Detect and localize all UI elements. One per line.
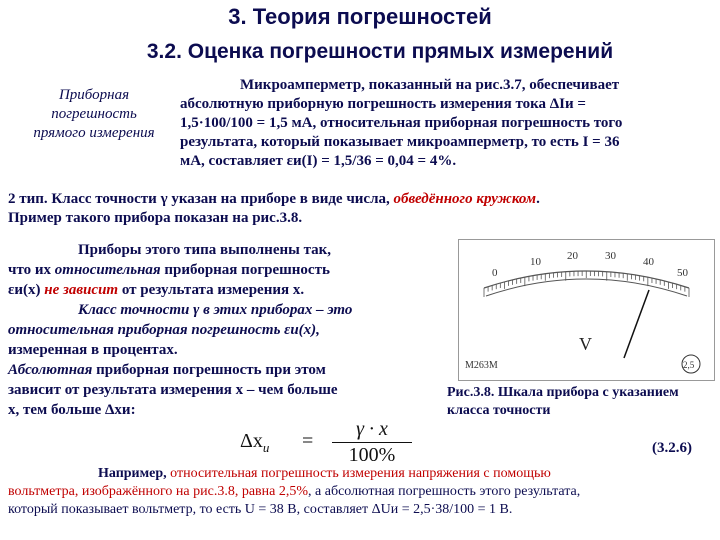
paragraph-line: абсолютную приборную погрешность измерения тока ΔIи = bbox=[180, 96, 586, 112]
text-run: εи(x) bbox=[8, 282, 45, 298]
tick-label: 30 bbox=[605, 250, 616, 262]
highlight-text: вольтметра, изображённого на рис.3.8, равна 2,5% bbox=[8, 484, 309, 499]
text-run: 2 тип. Класс точности γ указан на приборе в виде числа, bbox=[8, 191, 394, 207]
text-run: от результата измерения x. bbox=[118, 282, 305, 298]
equation-number: (3.2.6) bbox=[652, 440, 692, 456]
italic-text: относительная bbox=[54, 262, 161, 278]
formula-denominator: 100% bbox=[348, 444, 396, 466]
section-subtitle: 3.2. Оценка погрешности прямых измерений bbox=[146, 40, 614, 63]
paragraph-line bbox=[8, 320, 418, 340]
text-run: приборная погрешность bbox=[160, 262, 330, 278]
text-run: . bbox=[536, 191, 540, 207]
side-label bbox=[6, 86, 182, 143]
paragraph-line bbox=[8, 190, 713, 209]
text-run: Например, bbox=[98, 466, 171, 481]
voltmeter-scale-figure bbox=[458, 239, 715, 381]
microammeter-paragraph bbox=[180, 76, 710, 171]
figure-caption: Рис.3.8. Шкала прибора с указанием класса точности bbox=[447, 385, 679, 418]
page-title: 3. Теория погрешностей bbox=[228, 4, 492, 29]
paragraph-line bbox=[8, 300, 418, 320]
text-run: что их bbox=[8, 262, 55, 278]
paragraph-line bbox=[8, 483, 713, 501]
tick-label: 10 bbox=[530, 256, 541, 268]
type2-paragraph bbox=[8, 190, 713, 228]
paragraph-line: 1,5·100/100 = 1,5 мА, относительная приборная погрешность того bbox=[180, 115, 623, 131]
formula-equals: = bbox=[302, 430, 314, 452]
paragraph-line: измеренная в процентах. bbox=[8, 342, 178, 358]
highlight-text: не зависит bbox=[44, 282, 119, 298]
text-run: приборная погрешность при этом bbox=[92, 362, 326, 378]
paragraph-line: x, тем больше Δxи: bbox=[8, 402, 136, 418]
example-paragraph bbox=[8, 465, 713, 519]
paragraph-line bbox=[8, 465, 713, 483]
tick-label: 20 bbox=[567, 250, 578, 262]
paragraph-line bbox=[8, 360, 418, 380]
italic-text: Абсолютная bbox=[8, 362, 93, 378]
formula-subscript: и bbox=[262, 440, 270, 455]
text-run: , а абсолютная погрешность этого результата, bbox=[308, 484, 581, 499]
highlight-text: обведённого кружком bbox=[393, 191, 537, 207]
accuracy-class-label: 2,5 bbox=[683, 360, 695, 370]
formula-symbol: Δx bbox=[240, 430, 263, 452]
paragraph-line bbox=[8, 260, 418, 280]
side-label-line: Приборная bbox=[58, 87, 130, 103]
paragraph-line: мА, составляет εи(I) = 1,5/36 = 0,04 = 4%. bbox=[180, 153, 457, 169]
formula-lhs bbox=[240, 430, 269, 456]
side-label-line: погрешность bbox=[51, 106, 137, 122]
paragraph-line: результата, который показывает микроамперметр, то есть I = 36 bbox=[180, 134, 620, 150]
italic-text: относительная приборная погрешность εи(x), bbox=[8, 322, 320, 338]
scale-arc-inner bbox=[486, 279, 687, 296]
fraction-line bbox=[332, 442, 412, 443]
paragraph-line: Пример такого прибора показан на рис.3.8. bbox=[8, 210, 303, 226]
model-label: M263M bbox=[465, 360, 498, 371]
paragraph-line: Приборы этого типа выполнены так, bbox=[78, 242, 332, 258]
needle bbox=[624, 290, 649, 358]
paragraph-line: который показывает вольтметр, то есть U = 38 В, составляет ΔUи = 2,5·38/100 = 1 В. bbox=[8, 502, 513, 517]
scale-ticks bbox=[484, 271, 689, 297]
highlight-text: относительная погрешность измерения напряжения с помощью bbox=[170, 466, 551, 481]
paragraph-line: зависит от результата измерения x – чем больше bbox=[8, 382, 338, 398]
accuracy-class-paragraph bbox=[8, 240, 418, 420]
side-label-line: прямого измерения bbox=[33, 125, 155, 141]
tick-label: 0 bbox=[492, 267, 498, 279]
formula-numerator: γ · x bbox=[356, 418, 388, 440]
tick-label: 50 bbox=[677, 267, 688, 279]
paragraph-line bbox=[8, 280, 418, 300]
unit-label: V bbox=[579, 334, 592, 354]
italic-text: Класс точности γ в этих приборах – это bbox=[78, 302, 353, 318]
error-formula bbox=[232, 418, 422, 468]
tick-label: 40 bbox=[643, 256, 654, 268]
paragraph-line: Микроамперметр, показанный на рис.3.7, обеспечивает bbox=[240, 77, 620, 93]
scale-drawing bbox=[459, 240, 714, 380]
